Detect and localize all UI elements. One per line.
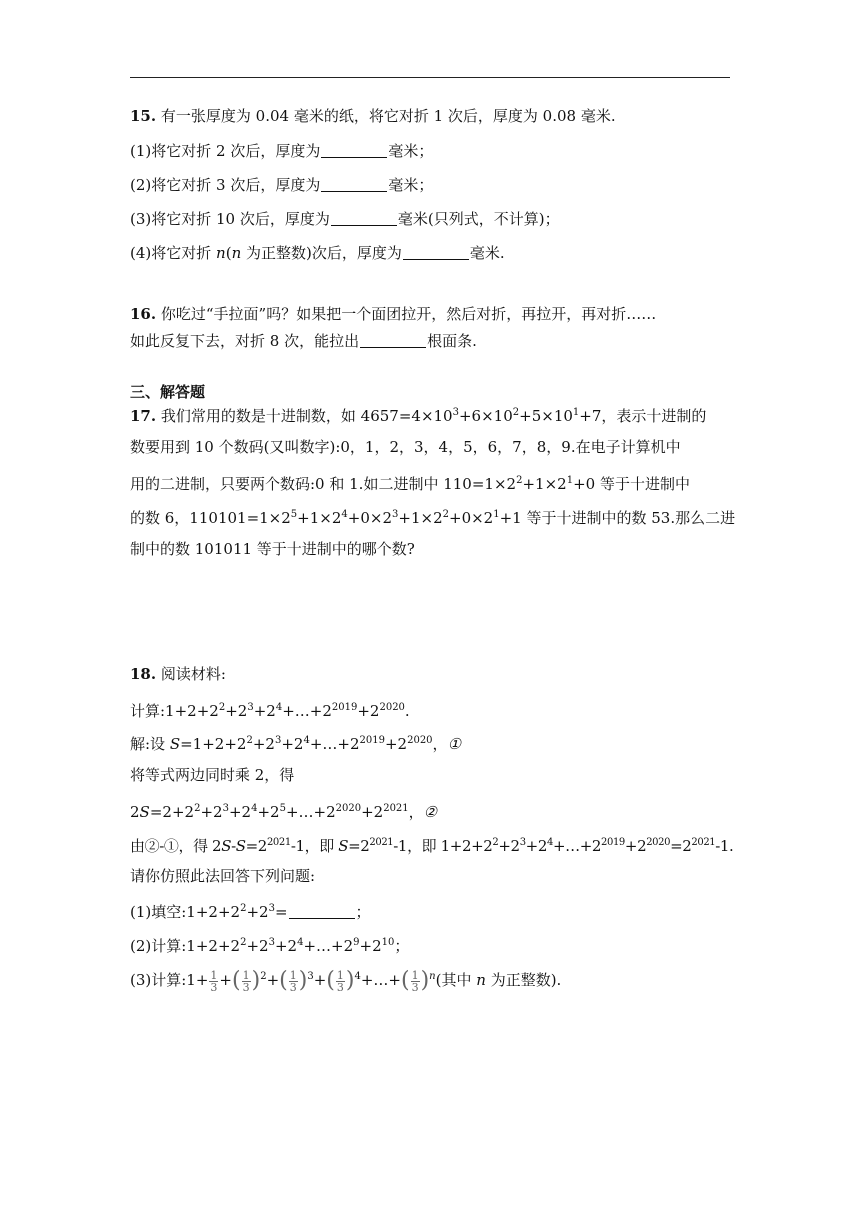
- q18-part3: (3)计算:1+ $\frac{1}{3}$ +( $\frac{1}{3}$ )$^2$+( $\frac{1}{3}$ )$^3$+( $\frac{1}{3}$ )$^4$+…+( $\frac{1}{3}$ )$^n$(其中 n 为正整数).: [130, 968, 562, 994]
- circle-2: ②: [423, 803, 438, 821]
- answer-blank[interactable]: [289, 904, 355, 919]
- q18-2s: $2S=2+2^2+2^3+2^4+2^5+\dots+2^{2020}+2^{2021}$，②: [130, 803, 438, 821]
- fraction-one-third: $\frac{1}{3}$: [336, 968, 344, 994]
- q17-number: 17.: [130, 407, 157, 425]
- q17-line5: 制中的数 101011 等于十进制中的哪个数?: [130, 540, 415, 558]
- answer-blank[interactable]: [321, 177, 387, 192]
- q17-line4: 的数 6，$110101=1\times 2^5+1\times 2^4+0\times 2^3+1\times 2^2+0\times 2^1+1$ 等于十进制中的数 53.那么二进: [130, 509, 736, 527]
- q18-title: 18. 阅读材料:: [130, 665, 226, 683]
- q15-stem: 15. 有一张厚度为 0.04 毫米的纸，将它对折 1 次后，厚度为 0.08 毫米.: [130, 107, 616, 125]
- fraction-one-third: $\frac{1}{3}$: [411, 968, 419, 994]
- q16-line1: 16. 你吃过“手拉面”吗？如果把一个面团拉开，然后对折，再拉开，再对折……: [130, 305, 657, 323]
- q18-part2: (2)计算$:1+2+2^2+2^3+2^4+\dots+2^9+2^{10}$；: [130, 937, 410, 955]
- q15-part1: (1)将它对折 2 次后，厚度为 毫米；: [130, 142, 434, 160]
- fraction-one-third: $\frac{1}{3}$: [289, 968, 297, 994]
- answer-blank[interactable]: [331, 211, 397, 226]
- q18-deduce: 由②-①，得 $2S-S=2^{2021}-1$，即 $S=2^{2021}-1$，即 $1+2+2^2+2^3+2^4+\dots+2^{2019}+2^{2020}=2^{2021}-1$.: [130, 837, 734, 855]
- q18-part1: (1)填空$:1+2+2^2+2^3=$ ；: [130, 903, 371, 921]
- answer-blank[interactable]: [360, 333, 426, 348]
- fraction-one-third: $\frac{1}{3}$: [210, 968, 218, 994]
- q18-imitate: 请你仿照此法回答下列问题:: [130, 867, 316, 885]
- q18-calc: 计算$:1+2+2^2+2^3+2^4+\dots+2^{2019}+2^{2020}$.: [130, 702, 410, 720]
- q18-multiply: 将等式两边同时乘 2，得: [130, 766, 295, 784]
- q18-number: 18.: [130, 665, 157, 683]
- circle-1: ①: [447, 735, 462, 753]
- q17-line2: 数要用到 10 个数码(又叫数字):0，1，2，3，4，5，6，7，8，9.在电子计算机中: [130, 438, 681, 456]
- q16-number: 16.: [130, 305, 157, 323]
- q15-part3: (3)将它对折 10 次后，厚度为 毫米(只列式，不计算)；: [130, 210, 560, 228]
- q15-part2: (2)将它对折 3 次后，厚度为 毫米；: [130, 176, 434, 194]
- header-rule: [130, 77, 730, 78]
- answer-blank[interactable]: [403, 245, 469, 260]
- answer-blank[interactable]: [321, 143, 387, 158]
- q17-line3: 用的二进制，只要两个数码:0 和 1.如二进制中 $110=1\times 2^2+1\times 2^1+0$ 等于十进制中: [130, 475, 690, 493]
- section-heading: 三、解答题: [130, 383, 206, 401]
- fraction-one-third: $\frac{1}{3}$: [242, 968, 250, 994]
- q18-solution: 解:设 $S=1+2+2^2+2^3+2^4+\dots+2^{2019}+2^{2020}$，①: [130, 735, 462, 753]
- q17-line1: 17. 我们常用的数是十进制数，如 $4657=4\times 10^3+6\times 10^2+5\times 10^1+7$，表示十进制的: [130, 407, 707, 425]
- q15-number: 15.: [130, 107, 157, 125]
- q16-line2: 如此反复下去，对折 8 次，能拉出 根面条.: [130, 332, 477, 350]
- q15-part4: (4)将它对折 n(n 为正整数)次后，厚度为 毫米.: [130, 244, 505, 262]
